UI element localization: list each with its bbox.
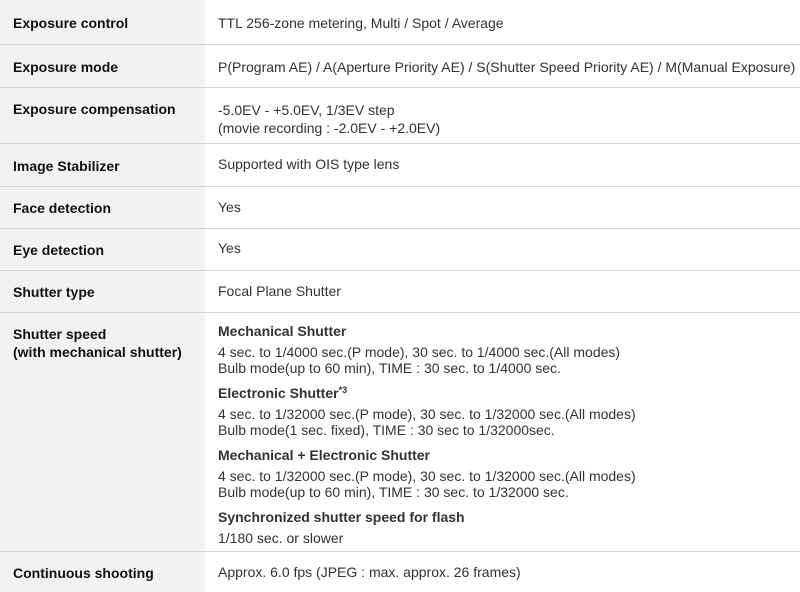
spec-row-shutter-type xyxy=(0,271,800,313)
spec-row-continuous-shooting xyxy=(0,552,800,592)
spec-label: Eye detection xyxy=(13,242,105,258)
spec-row-shutter-speed xyxy=(0,313,800,552)
section-line1: 4 sec. to 1/32000 sec.(P mode), 30 sec. to 1/32000 sec.(All modes) xyxy=(218,406,636,422)
section-line1: 4 sec. to 1/4000 sec.(P mode), 30 sec. to 1/4000 sec.(All modes) xyxy=(218,344,621,360)
spec-label: Exposure mode xyxy=(13,59,119,75)
spec-value: Yes xyxy=(218,240,241,256)
spec-label: Face detection xyxy=(13,200,112,216)
section-heading-mechanical: Mechanical Shutter xyxy=(218,323,347,339)
footnote-marker: *3 xyxy=(338,385,348,395)
spec-label-line2: (with mechanical shutter) xyxy=(13,344,182,360)
spec-value: Supported with OIS type lens xyxy=(218,156,400,172)
section-line1: 4 sec. to 1/32000 sec.(P mode), 30 sec. to 1/32000 sec.(All modes) xyxy=(218,468,636,484)
section-line2: Bulb mode(up to 60 min), TIME : 30 sec. to 1/4000 sec. xyxy=(218,360,561,376)
spec-label: Exposure compensation xyxy=(13,101,176,117)
spec-label: Continuous shooting xyxy=(13,565,154,581)
section-heading-mech-electronic: Mechanical + Electronic Shutter xyxy=(218,447,431,463)
spec-value-line1: -5.0EV - +5.0EV, 1/3EV step xyxy=(218,102,395,118)
section-line2: Bulb mode(up to 60 min), TIME : 30 sec. to 1/32000 sec. xyxy=(218,484,569,500)
spec-row-exposure-control xyxy=(0,0,800,45)
spec-label: Image Stabilizer xyxy=(13,158,120,174)
spec-row-image-stabilizer xyxy=(0,144,800,187)
section-heading-electronic xyxy=(218,385,347,401)
spec-value: Yes xyxy=(218,199,241,215)
spec-value: TTL 256-zone metering, Multi / Spot / Average xyxy=(218,15,504,31)
spec-label: Exposure control xyxy=(13,15,129,31)
section-heading-text: Electronic Shutter xyxy=(218,385,339,401)
spec-row-eye-detection xyxy=(0,229,800,271)
section-line1: 1/180 sec. or slower xyxy=(218,530,344,546)
spec-value: Approx. 6.0 fps (JPEG : max. approx. 26 frames) xyxy=(218,564,521,580)
spec-label: Shutter type xyxy=(13,284,95,300)
section-line2: Bulb mode(1 sec. fixed), TIME : 30 sec to 1/32000sec. xyxy=(218,422,555,438)
spec-row-exposure-compensation xyxy=(0,88,800,144)
spec-row-face-detection xyxy=(0,187,800,229)
spec-row-exposure-mode xyxy=(0,45,800,88)
spec-value-line2: (movie recording : -2.0EV - +2.0EV) xyxy=(218,120,441,136)
section-heading-flash-sync: Synchronized shutter speed for flash xyxy=(218,509,465,525)
spec-label-line1: Shutter speed xyxy=(13,326,107,342)
spec-value: P(Program AE) / A(Aperture Priority AE) / S(Shutter Speed Priority AE) / M(Manual Exposure) xyxy=(218,59,796,75)
spec-value: Focal Plane Shutter xyxy=(218,283,341,299)
